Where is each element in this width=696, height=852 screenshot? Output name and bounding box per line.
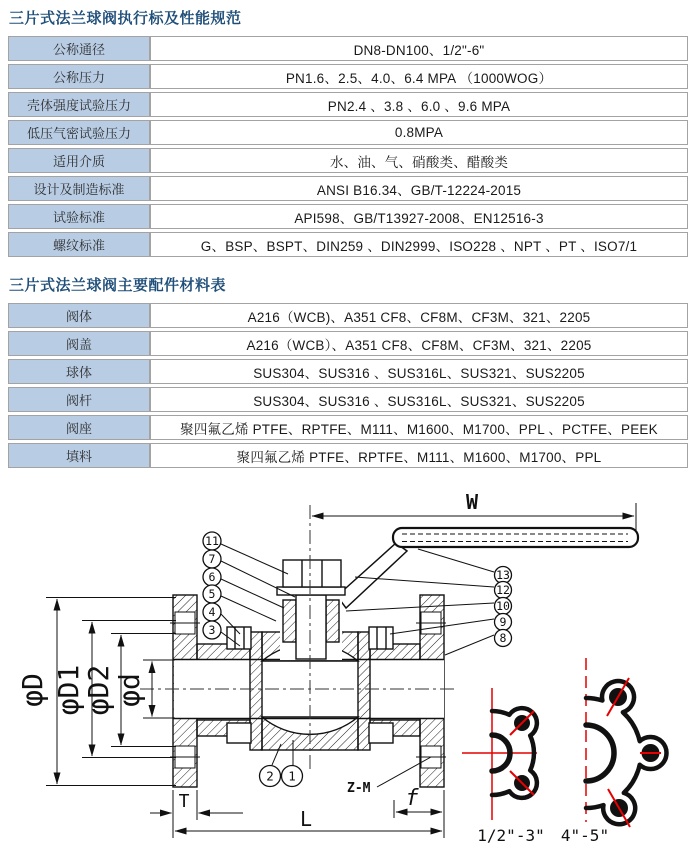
row-value: ANSI B16.34、GB/T-12224-2015 bbox=[150, 176, 688, 201]
callout-7 bbox=[203, 550, 221, 568]
handle-lever bbox=[337, 528, 638, 608]
flange-view-small-label: 1/2"-3" bbox=[477, 826, 545, 845]
svg-text:6: 6 bbox=[208, 570, 216, 584]
row-value: PN1.6、2.5、4.0、6.4 MPA （1000WOG） bbox=[150, 64, 688, 89]
callout-10 bbox=[495, 598, 512, 615]
callout-8 bbox=[495, 630, 512, 647]
materials-section-title: 三片式法兰球阀主要配件材料表 bbox=[9, 277, 227, 294]
row-value: API598、GB/T13927-2008、EN12516-3 bbox=[150, 204, 688, 229]
row-label: 公称压力 bbox=[8, 64, 150, 89]
callout-1 bbox=[282, 766, 303, 787]
callout-6 bbox=[203, 568, 221, 586]
callout-4 bbox=[203, 603, 221, 621]
table-row bbox=[8, 359, 688, 384]
row-value: PN2.4 、3.8 、6.0 、9.6 MPA bbox=[150, 92, 688, 117]
dim-label-phiD2: φD2 bbox=[82, 664, 115, 716]
callout-12 bbox=[495, 582, 512, 599]
row-value: 聚四氟乙烯 PTFE、RPTFE、M111、M1600、M1700、PPL 、PCTFE、PEEK bbox=[150, 415, 688, 440]
dim-label-f: f bbox=[405, 786, 419, 811]
table-row bbox=[8, 36, 688, 61]
callout-5 bbox=[203, 585, 221, 603]
callout-9 bbox=[495, 614, 512, 631]
packing bbox=[283, 600, 296, 642]
packing bbox=[326, 600, 339, 642]
stem-nut bbox=[283, 560, 341, 587]
dim-label-t: T bbox=[178, 791, 190, 812]
stem bbox=[296, 595, 326, 659]
flange-view-small bbox=[462, 688, 545, 845]
row-value: 0.8MPA bbox=[150, 120, 688, 145]
spec-content bbox=[8, 7, 688, 471]
row-value: SUS304、SUS316 、SUS316L、SUS321、SUS2205 bbox=[150, 359, 688, 384]
flange-view-large-label: 4"-5" bbox=[560, 826, 610, 845]
valve-technical-drawing bbox=[0, 450, 696, 852]
table-row bbox=[8, 176, 688, 201]
row-label: 螺纹标准 bbox=[8, 232, 150, 257]
table-row bbox=[8, 148, 688, 173]
materials-table bbox=[8, 300, 688, 471]
handle-grip bbox=[393, 528, 638, 547]
svg-text:9: 9 bbox=[499, 615, 507, 629]
row-value: SUS304、SUS316 、SUS316L、SUS321、SUS2205 bbox=[150, 387, 688, 412]
svg-text:13: 13 bbox=[496, 568, 510, 582]
row-label: 填料 bbox=[8, 443, 150, 468]
row-label: 低压气密试验压力 bbox=[8, 120, 150, 145]
table-row bbox=[8, 120, 688, 145]
row-label: 阀杆 bbox=[8, 387, 150, 412]
svg-text:2: 2 bbox=[266, 768, 274, 784]
svg-text:3: 3 bbox=[208, 623, 216, 637]
row-label: 阀体 bbox=[8, 303, 150, 328]
row-value: 水、油、气、硝酸类、醋酸类 bbox=[150, 148, 688, 173]
dim-label-phiD: φD bbox=[16, 673, 49, 707]
valve-cross-section bbox=[170, 528, 638, 787]
table-row bbox=[8, 64, 688, 89]
row-label: 适用介质 bbox=[8, 148, 150, 173]
dim-label-zm: Z-M bbox=[347, 781, 371, 796]
row-label: 阀座 bbox=[8, 415, 150, 440]
callout-11 bbox=[203, 532, 221, 550]
svg-text:5: 5 bbox=[208, 587, 216, 601]
stem-washer bbox=[277, 587, 345, 595]
spec-table bbox=[8, 33, 688, 260]
table-row bbox=[8, 415, 688, 440]
row-label: 试验标准 bbox=[8, 204, 150, 229]
svg-text:7: 7 bbox=[208, 552, 216, 566]
row-value: A216（WCB）、A351 CF8、CF8M、CF3M、321、2205 bbox=[150, 331, 688, 356]
svg-text:8: 8 bbox=[499, 631, 507, 645]
row-label: 设计及制造标准 bbox=[8, 176, 150, 201]
table-row bbox=[8, 387, 688, 412]
dim-label-l: L bbox=[299, 807, 313, 831]
row-value: 聚四氟乙烯 PTFE、RPTFE、M111、M1600、M1700、PPL bbox=[150, 443, 688, 468]
row-value: G、BSP、BSPT、DIN259 、DIN2999、ISO228 、NPT 、PT 、ISO7/1 bbox=[150, 232, 688, 257]
seat-ring bbox=[250, 632, 262, 750]
dim-label-w: W bbox=[465, 490, 479, 514]
svg-text:12: 12 bbox=[496, 583, 510, 597]
table-row bbox=[8, 92, 688, 117]
callout-3 bbox=[203, 621, 221, 639]
row-label: 公称通径 bbox=[8, 36, 150, 61]
svg-text:4: 4 bbox=[208, 605, 216, 619]
table-row bbox=[8, 331, 688, 356]
dim-label-phiD1: φD1 bbox=[52, 664, 85, 716]
svg-text:1: 1 bbox=[288, 768, 296, 784]
svg-text:11: 11 bbox=[205, 534, 219, 548]
seat-ring bbox=[358, 632, 370, 750]
table-row bbox=[8, 232, 688, 257]
row-label: 阀盖 bbox=[8, 331, 150, 356]
dim-label-phid: φd bbox=[113, 673, 146, 707]
row-label: 壳体强度试验压力 bbox=[8, 92, 150, 117]
row-value: A216（WCB)、A351 CF8、CF8M、CF3M、321、2205 bbox=[150, 303, 688, 328]
table-row bbox=[8, 303, 688, 328]
svg-text:10: 10 bbox=[496, 599, 510, 613]
stem-assembly bbox=[277, 560, 345, 660]
flange-view-large bbox=[561, 658, 667, 845]
row-value: DN8-DN100、1/2"-6" bbox=[150, 36, 688, 61]
spec-section-title: 三片式法兰球阀执行标及性能规范 bbox=[9, 10, 242, 27]
row-label: 球体 bbox=[8, 359, 150, 384]
table-row bbox=[8, 204, 688, 229]
callout-2 bbox=[260, 766, 281, 787]
